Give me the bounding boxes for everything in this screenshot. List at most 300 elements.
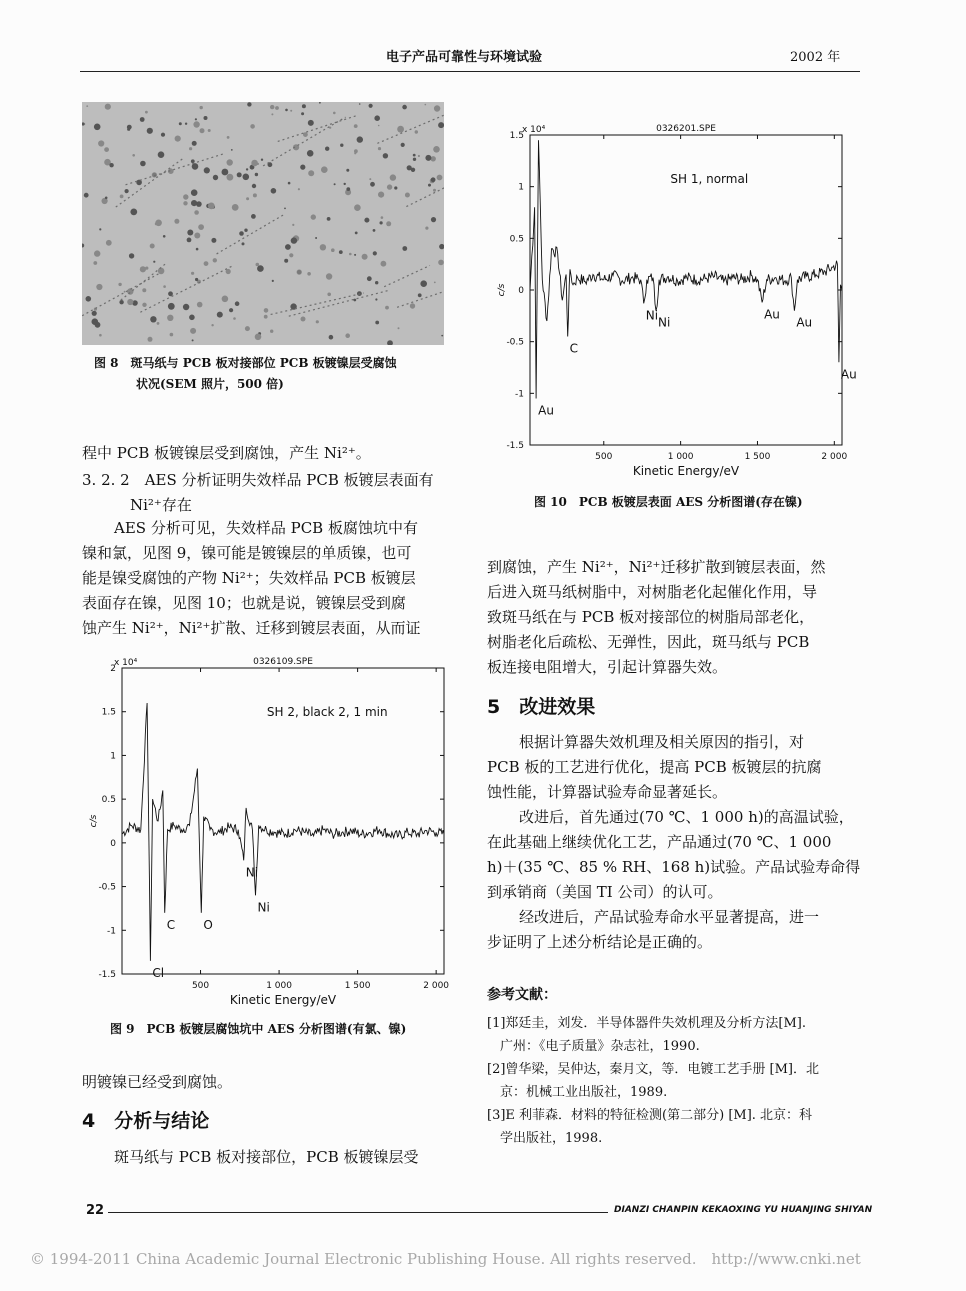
corrosion-pit	[194, 210, 199, 215]
corrosion-pit	[235, 301, 240, 306]
corrosion-pit	[362, 254, 368, 260]
text-line: 后进入斑马纸树脂中，对树脂老化起催化作用，导	[487, 583, 818, 601]
corrosion-pit	[315, 237, 317, 239]
text-line: 根据计算器失效机理及相关原因的指引，对	[519, 733, 805, 751]
x-tick-label: 500	[191, 981, 210, 991]
peak-label: C	[166, 917, 176, 932]
reference-line: 学出版社，1998.	[487, 1131, 603, 1146]
corrosion-pit	[204, 167, 210, 173]
corrosion-pit	[346, 169, 349, 172]
corrosion-pit	[425, 104, 427, 106]
corrosion-pit	[425, 227, 428, 230]
fig8-caption	[94, 353, 397, 395]
corrosion-pit	[255, 334, 262, 341]
corrosion-pit	[187, 238, 192, 243]
chart-annotation: SH 2, black 2, 1 min	[266, 705, 388, 719]
references-title: 参考文献：	[487, 987, 557, 1003]
corrosion-pit	[208, 129, 211, 132]
reference-line: 广州：《电子质量》杂志社，1990.	[487, 1039, 700, 1054]
scratch-line	[82, 274, 159, 316]
scratch-line	[271, 293, 364, 314]
corrosion-pit	[191, 159, 195, 163]
corrosion-pit	[402, 105, 407, 110]
corrosion-pit	[167, 315, 173, 321]
corrosion-pit	[271, 113, 273, 115]
fig10-svg	[488, 115, 864, 485]
corrosion-pit	[333, 112, 336, 115]
corrosion-pit	[197, 302, 203, 308]
corrosion-pit	[204, 261, 209, 266]
corrosion-pit	[303, 132, 308, 137]
corrosion-pit	[378, 147, 381, 150]
corrosion-pit	[232, 204, 239, 211]
corrosion-pit	[353, 299, 356, 302]
corrosion-pit	[275, 106, 279, 110]
issue-year: 2002 年	[790, 50, 841, 65]
corrosion-pit	[208, 203, 215, 210]
corrosion-pit	[105, 197, 108, 200]
heading-line: 3. 2. 2 AES 分析证明失效样品 PCB 板镀层表面有	[82, 471, 434, 489]
corrosion-pit	[434, 282, 436, 284]
corrosion-pit	[431, 156, 436, 161]
corrosion-pit	[369, 104, 373, 108]
fig9-caption: 图 9 PCB 板镀层腐蚀坑中 AES 分析图谱(有氯、镍)	[110, 1022, 407, 1036]
scratch-line	[116, 157, 185, 207]
peak-label: Ni	[257, 900, 270, 915]
corrosion-pit	[355, 232, 358, 235]
y-tick-label: -1	[515, 389, 524, 400]
footer-rule	[108, 1212, 608, 1213]
page-number: 22	[86, 1203, 105, 1218]
corrosion-pit	[349, 253, 352, 256]
y-tick-label: -1.5	[98, 970, 116, 980]
corrosion-pit	[284, 208, 286, 210]
corrosion-pit	[226, 269, 231, 274]
text-line: 能是镍受腐蚀的产物 Ni²⁺；失效样品 PCB 板镀层	[82, 569, 416, 587]
corrosion-pit	[198, 224, 204, 230]
corrosion-pit	[204, 116, 208, 120]
corrosion-pit	[307, 272, 311, 276]
corrosion-pit	[390, 174, 396, 180]
corrosion-pit	[93, 261, 97, 265]
header-rule	[80, 71, 860, 72]
corrosion-pit	[147, 128, 153, 134]
text-line: AES 分析可见，失效样品 PCB 板腐蚀坑中有	[114, 519, 418, 537]
corrosion-pit	[261, 159, 263, 161]
corrosion-pit	[320, 244, 326, 250]
corrosion-pit	[308, 120, 314, 126]
corrosion-pit	[194, 233, 200, 239]
corrosion-pit	[331, 248, 335, 252]
corrosion-pit	[325, 147, 329, 151]
corrosion-pit	[327, 217, 331, 221]
corrosion-pit	[191, 272, 194, 275]
corrosion-pit	[175, 136, 181, 142]
text-line: PCB 板的工艺进行优化，提高 PCB 板镀层的抗腐	[487, 758, 822, 776]
corrosion-pit	[264, 315, 268, 319]
corrosion-pit	[245, 326, 250, 331]
corrosion-pit	[98, 140, 104, 146]
text-line: 板连接电阻增大，引起计算器失效。	[487, 658, 728, 676]
corrosion-pit	[433, 189, 436, 192]
corrosion-pit	[354, 152, 356, 154]
corrosion-pit	[140, 161, 146, 167]
text-line: 步证明了上述分析结论是正确的。	[487, 933, 713, 951]
right-para-1	[487, 555, 825, 680]
corrosion-pit	[431, 217, 436, 222]
corrosion-pit	[288, 182, 291, 185]
corrosion-pit	[383, 153, 388, 158]
corrosion-pit	[420, 280, 427, 287]
corrosion-pit	[354, 124, 358, 128]
corrosion-pit	[104, 147, 109, 152]
corrosion-pit	[339, 250, 343, 254]
corrosion-pit	[192, 339, 194, 341]
corrosion-pit	[340, 144, 343, 147]
text-line: 到腐蚀，产生 Ni²⁺，Ni²⁺迁移扩散到镀层表面，然	[487, 558, 826, 576]
corrosion-pit	[92, 318, 99, 325]
chart-title: 0326201.SPE	[656, 124, 716, 134]
corrosion-pit	[170, 333, 174, 337]
corrosion-pit	[381, 216, 384, 219]
corrosion-pit	[119, 300, 123, 304]
x-tick-label: 1 500	[344, 981, 371, 991]
corrosion-pit	[185, 123, 187, 125]
corrosion-pit	[213, 258, 217, 262]
left-para-4	[82, 1145, 419, 1170]
corrosion-pit	[86, 296, 92, 302]
corrosion-pit	[413, 158, 416, 161]
peak-label: Au	[796, 315, 813, 330]
corrosion-pit	[308, 170, 314, 176]
corrosion-pit	[179, 122, 182, 125]
section-4-heading: 4 分析与结论	[82, 1110, 210, 1132]
chart-title: 0326109.SPE	[253, 657, 313, 667]
corrosion-pit	[251, 214, 256, 219]
corrosion-pit	[438, 122, 444, 128]
x-tick-label: 500	[595, 452, 613, 462]
corrosion-pit	[227, 136, 230, 139]
corrosion-pit	[158, 268, 165, 275]
corrosion-pit	[374, 115, 380, 121]
corrosion-pit	[129, 253, 134, 258]
fig10-chart	[488, 115, 864, 485]
corrosion-pit	[155, 220, 162, 227]
x-axis-label: Kinetic Energy/eV	[229, 993, 337, 1007]
corrosion-pit	[354, 254, 356, 256]
corrosion-pit	[200, 128, 205, 133]
peak-label: Cl	[152, 965, 165, 980]
corrosion-pit	[431, 177, 436, 182]
text-line: h)＋(35 ℃、85 % RH、168 h)试验。产品试验寿命得	[487, 858, 861, 876]
corrosion-pit	[140, 117, 145, 122]
corrosion-pit	[153, 261, 155, 263]
text-line: 斑马纸与 PCB 板对接部位，PCB 板镀镍层受	[114, 1148, 419, 1166]
scratch-line	[263, 117, 345, 166]
corrosion-pit	[334, 183, 336, 185]
corrosion-pit	[345, 333, 350, 338]
peak-label: Au	[840, 367, 857, 382]
corrosion-pit	[142, 288, 146, 292]
corrosion-pit	[200, 106, 203, 109]
corrosion-pit	[82, 244, 84, 248]
corrosion-pit	[92, 311, 97, 316]
corrosion-pit	[250, 124, 255, 129]
corrosion-pit	[300, 165, 305, 170]
corrosion-pit	[402, 246, 407, 251]
corrosion-pit	[96, 284, 102, 290]
corrosion-pit	[302, 104, 306, 108]
corrosion-pit	[94, 250, 100, 256]
reference-line: [1]郑廷圭，刘发．半导体器件失效机理及分析方法[M].	[487, 1016, 807, 1031]
corrosion-pit	[140, 266, 146, 272]
references-list	[487, 1012, 819, 1150]
right-para-2	[487, 730, 822, 805]
corrosion-pit	[354, 204, 361, 211]
text-line: 经改进后，产品试验寿命水平显著提高，进一	[519, 908, 820, 926]
corrosion-pit	[124, 291, 126, 293]
corrosion-pit	[252, 184, 256, 188]
corrosion-pit	[289, 253, 293, 257]
y-tick-label: -0.5	[506, 337, 524, 348]
corrosion-pit	[398, 327, 400, 329]
corrosion-pit	[142, 303, 146, 307]
corrosion-pit	[378, 192, 384, 198]
y-tick-label: 1.5	[101, 707, 116, 718]
corrosion-pit	[357, 136, 363, 142]
corrosion-pit	[195, 278, 198, 281]
corrosion-pit	[327, 293, 331, 297]
corrosion-pit	[413, 154, 416, 157]
x-tick-label: 2 000	[821, 452, 848, 462]
corrosion-pit	[105, 104, 111, 110]
corrosion-pit	[369, 178, 371, 180]
text-line: 改进后，首先通过(70 ℃、1 000 h)的高温试验，	[519, 808, 854, 826]
corrosion-pit	[189, 315, 195, 321]
corrosion-pit	[441, 335, 443, 337]
peak-label: Au	[538, 403, 554, 418]
corrosion-pit	[157, 322, 160, 325]
corrosion-pit	[231, 149, 233, 151]
corrosion-pit	[145, 111, 148, 114]
corrosion-pit	[381, 261, 387, 267]
corrosion-pit	[394, 186, 397, 189]
x-axis-label: Kinetic Energy/eV	[632, 464, 740, 478]
peak-label: C	[569, 341, 579, 356]
corrosion-pit	[106, 240, 112, 246]
corrosion-pit	[99, 334, 102, 337]
reference-line: [3]E 利菲森．材料的特征检测(第二部分) [M]. 北京：科	[487, 1108, 813, 1123]
corrosion-pit	[397, 126, 404, 133]
corrosion-pit	[373, 251, 377, 255]
peak-label: Au	[764, 307, 780, 322]
y-tick-label: 1.5	[509, 131, 524, 141]
corrosion-pit	[311, 214, 316, 219]
reference-line: [2]曾华梁，吴仲达，秦月文，等．电镀工艺手册 [M]．北	[487, 1062, 820, 1077]
text-line: 镍和氯，见图 9，镍可能是镀镍层的单质镍，也可	[82, 544, 412, 562]
corrosion-pit	[244, 229, 247, 232]
corrosion-pit	[253, 193, 257, 197]
corrosion-pit	[127, 288, 133, 294]
corrosion-pit	[329, 335, 334, 340]
corrosion-pit	[150, 316, 156, 322]
corrosion-pit	[84, 193, 89, 198]
corrosion-pit	[193, 121, 199, 127]
corrosion-pit	[301, 112, 304, 115]
y-tick-label: 1	[518, 182, 524, 193]
corrosion-pit	[386, 221, 391, 226]
scratch-line	[278, 115, 358, 141]
heading-line: Ni²⁺存在	[130, 496, 192, 514]
corrosion-pit	[222, 296, 229, 303]
corrosion-pit	[247, 102, 251, 106]
corrosion-pit	[161, 133, 165, 137]
corrosion-pit	[127, 125, 132, 130]
corrosion-pit	[163, 235, 166, 238]
y-tick-label: 1	[110, 751, 116, 762]
scratch-line	[289, 290, 389, 316]
corrosion-pit	[118, 283, 121, 286]
fig9-chart	[82, 650, 462, 1015]
corrosion-pit	[246, 197, 249, 200]
corrosion-pit	[285, 109, 288, 112]
corrosion-pit	[183, 304, 189, 310]
corrosion-pit	[418, 155, 420, 157]
corrosion-pit	[227, 174, 234, 181]
peak-label: Ni	[658, 315, 671, 330]
corrosion-pit	[192, 141, 197, 146]
reference-line: 京：机械工业出版社，1989.	[487, 1085, 668, 1100]
corrosion-pit	[217, 312, 223, 318]
sem-texture	[82, 102, 444, 345]
corrosion-pit	[243, 174, 250, 181]
corrosion-pit	[255, 173, 258, 176]
corrosion-pit	[196, 248, 199, 251]
right-para-3	[487, 805, 860, 905]
corrosion-pit	[319, 102, 321, 104]
corrosion-pit	[150, 244, 155, 249]
corrosion-pit	[227, 159, 233, 165]
corrosion-pit	[375, 281, 378, 284]
corrosion-pit	[251, 160, 258, 167]
corrosion-pit	[237, 172, 242, 177]
corrosion-pit	[418, 293, 422, 297]
corrosion-pit	[344, 183, 346, 185]
corrosion-pit	[148, 337, 153, 342]
corrosion-pit	[270, 330, 273, 333]
corrosion-pit	[401, 143, 405, 147]
corrosion-pit	[411, 168, 415, 172]
y-tick-label: 0.5	[509, 234, 524, 245]
text-line: 程中 PCB 板镀镍层受到腐蚀，产生 Ni²⁺。	[82, 444, 371, 462]
scratch-line	[217, 215, 284, 254]
text-line: 明镀镍已经受到腐蚀。	[82, 1073, 233, 1091]
corrosion-pit	[163, 285, 166, 288]
corrosion-pit	[229, 308, 233, 312]
corrosion-pit	[437, 175, 443, 181]
y-tick-label: -0.5	[98, 882, 116, 893]
corrosion-pit	[292, 224, 294, 226]
corrosion-pit	[415, 130, 418, 133]
x-tick-label: 1 000	[667, 452, 694, 462]
fig8-caption-line2: 状况(SEM 照片，500 倍)	[136, 377, 284, 391]
corrosion-pit	[370, 182, 375, 187]
corrosion-pit	[109, 163, 113, 167]
corrosion-pit	[387, 184, 392, 189]
text-line: 树脂老化后疏松、无弹性，因此，斑马纸与 PCB	[487, 633, 810, 651]
footer-journal-name: DIANZI CHANPIN KEKAOXING YU HUANJING SHIYAN	[614, 1205, 873, 1215]
corrosion-pit	[86, 105, 88, 107]
text-line: 致斑马纸在与 PCB 板对接部位的树脂局部老化，	[487, 608, 815, 626]
fig9-svg	[82, 650, 462, 1015]
peak-label: Ni	[245, 865, 259, 880]
y-tick-label: 0	[518, 286, 524, 296]
text-line: 蚀产生 Ni²⁺，Ni²⁺扩散、迁移到镀层表面，从而证	[82, 619, 421, 637]
left-para-2	[82, 516, 420, 641]
corrosion-pit	[189, 147, 192, 150]
corrosion-pit	[158, 151, 165, 158]
corrosion-pit	[191, 200, 197, 206]
corrosion-pit	[195, 118, 197, 120]
corrosion-pit	[375, 321, 379, 325]
text-line: 蚀性能，计算器试验寿命显著延长。	[487, 783, 728, 801]
corrosion-pit	[145, 267, 148, 270]
corrosion-pit	[222, 169, 229, 176]
corrosion-pit	[211, 324, 213, 326]
corrosion-pit	[364, 218, 369, 223]
corrosion-pit	[367, 276, 372, 281]
corrosion-pit	[270, 105, 274, 109]
corrosion-pit	[242, 242, 245, 245]
corrosion-pit	[375, 298, 377, 300]
section-5-heading: 5 改进效果	[487, 696, 596, 718]
corrosion-pit	[174, 219, 179, 224]
corrosion-pit	[387, 340, 393, 345]
corrosion-pit	[438, 260, 444, 266]
corrosion-pit	[168, 303, 175, 310]
corrosion-pit	[271, 188, 277, 194]
corrosion-pit	[434, 105, 440, 111]
corrosion-pit	[284, 259, 288, 263]
corrosion-pit	[256, 263, 260, 267]
y-multiplier: x 10⁴	[114, 658, 138, 668]
y-tick-label: 0	[110, 838, 116, 849]
journal-title: 电子产品可靠性与环境试验	[386, 50, 543, 65]
corrosion-pit	[125, 189, 129, 193]
y-tick-label: 2	[110, 664, 116, 674]
corrosion-pit	[428, 184, 431, 187]
corrosion-pit	[239, 231, 244, 236]
corrosion-pit	[359, 103, 361, 105]
chart-annotation: SH 1, normal	[670, 172, 749, 186]
corrosion-pit	[183, 194, 188, 199]
corrosion-pit	[439, 244, 444, 249]
corrosion-pit	[120, 195, 124, 199]
corrosion-pit	[82, 122, 85, 125]
corrosion-pit	[290, 110, 292, 112]
x-tick-label: 1 500	[744, 452, 771, 462]
copyright-notice: © 1994-2011 China Academic Journal Electronic Publishing House. All rights reserved. http://www.cnki.net	[30, 1250, 861, 1268]
corrosion-pit	[264, 308, 269, 313]
corrosion-pit	[285, 244, 291, 250]
y-tick-label: 0.5	[101, 795, 116, 806]
corrosion-pit	[380, 221, 383, 224]
sem-micrograph	[82, 102, 444, 345]
corrosion-pit	[99, 228, 101, 230]
text-line: 在此基础上继续优化工艺，产品通过(70 ℃、1 000	[487, 833, 832, 851]
y-multiplier: x 10⁴	[522, 125, 546, 135]
text-line: 到承销商（美国 TI 公司）的认可。	[487, 883, 723, 901]
